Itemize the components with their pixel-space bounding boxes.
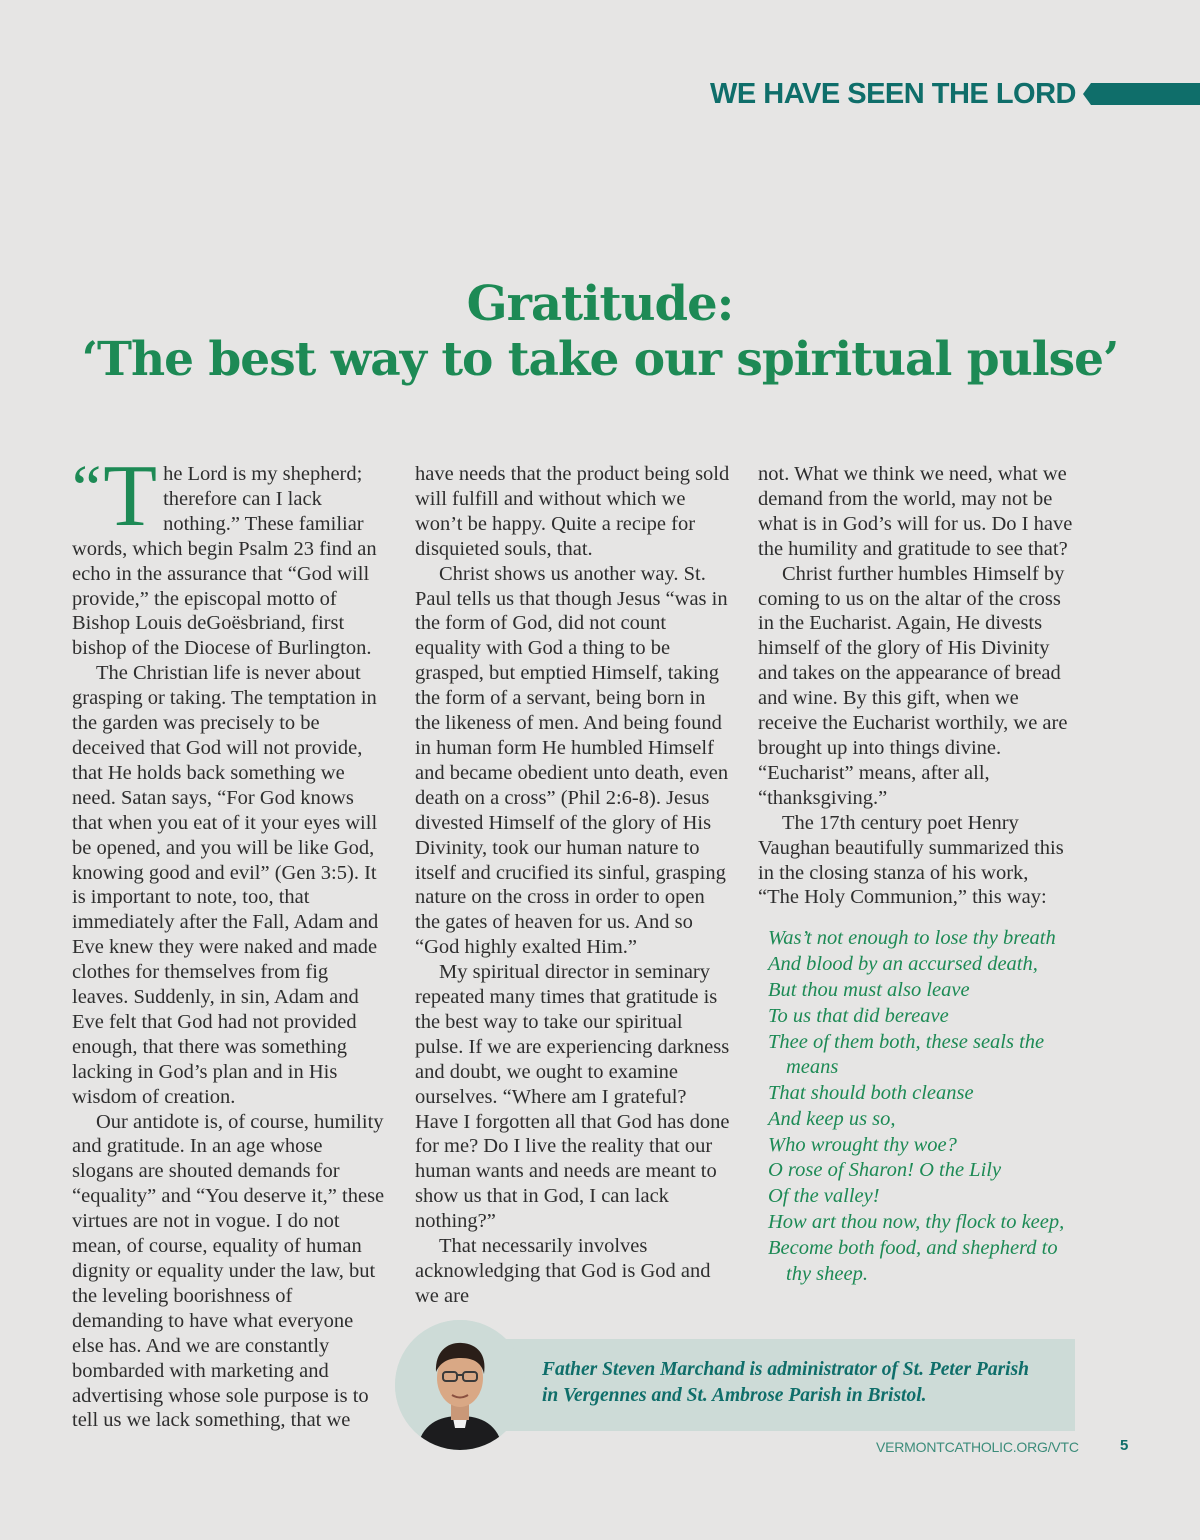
article-column-1	[72, 448, 387, 1433]
article-column-3	[758, 462, 1073, 1287]
dropcap-quote: “	[72, 452, 102, 525]
article-paragraph: Christ shows us another way. St. Paul tells us that though Jesus “was in the form of God, did not count equality with God a thing to be grasped, but emptied Himself, taking the form of a servant, being born in the likeness of men. And being found in human form He humbled Himself and became obedient unto death, even death on a cross” (Phil 2:6-8). Jesus divested Himself of the glory of His Divinity, took our human nature to itself and crucified its sinful, grasping nature on the cross in order to open the gates of heaven for us. And so “God highly exalted Him.”	[415, 562, 729, 959]
article-paragraph: have needs that the product being sold will fulfill and without which we won’t be happy. Quite a recipe for disquieted souls, that.	[415, 463, 730, 560]
poem-line: Become both food, and shepherd to	[768, 1236, 1058, 1259]
article-title-line-1: Gratitude:	[466, 276, 734, 332]
article-paragraph: Our antidote is, of course, humility and gratitude. In an age whose slogans are shouted demands for “equality” and “You deserve it,” these virtues are not in vogue. I do not mean, of course, equality of human dignity or equality under the law, but the leveling boorishness of demanding to have what everyone else has. And we are constantly bombarded with marketing and advertising whose sole purpose is to tell us we lack something, that we	[72, 1110, 385, 1432]
poem-line: Of the valley!	[768, 1185, 880, 1208]
article-paragraph: not. What we think we need, what we demand from the world, may not be what is in God’s will for us. Do I have the humility and gratitude to see that?	[758, 463, 1073, 560]
poem-line: means	[786, 1056, 839, 1079]
poem-line: And keep us so,	[768, 1107, 896, 1130]
author-photo	[395, 1320, 525, 1450]
poem-line: Was’t not enough to lose thy breath	[768, 927, 1056, 950]
poem-line: thy sheep.	[786, 1262, 868, 1285]
poem-line: To us that did bereave	[768, 1004, 949, 1027]
article-column-2	[415, 462, 733, 1309]
article-paragraph: The Christian life is never about grasping or taking. The temptation in the garden was precisely to be deceived that God will not provide, that He holds back something we need. Satan says, “For God knows that when you eat of it your eyes will be opened, and you will be like God, knowing good and evil” (Gen 3:5). It is important to note, too, that immediately after the Fall, Adam and Eve knew they were naked and made clothes for themselves from fig leaves. Suddenly, in sin, Adam and Eve felt that God had not provided enough, that there was something lacking in God’s plan and in His wisdom of creation.	[72, 662, 379, 1108]
poem-line: But thou must also leave	[768, 978, 970, 1001]
section-label: WE HAVE SEEN THE LORD	[710, 78, 1076, 110]
poem-stanza	[768, 926, 1073, 1287]
article-paragraph: The 17th century poet Henry Vaughan beautifully summarized this in the closing stanza of his work, “The Holy Communion,” this way:	[758, 811, 1064, 909]
poem-line: And blood by an accursed death,	[768, 953, 1038, 976]
page-number: 5	[1120, 1437, 1129, 1454]
poem-line: Who wrought thy woe?	[768, 1133, 957, 1156]
poem-line: How art thou now, thy flock to keep,	[768, 1211, 1065, 1234]
dropcap-letter: T	[103, 448, 158, 545]
article-paragraph: My spiritual director in seminary repeated many times that gratitude is the best way to take our spiritual pulse. If we are experiencing darkness and doubt, we ought to examine ourselves. “Where am I grateful? Have I forgotten all that God has done for me? Do I live the reality that our human wants and needs are meant to show us that in God, I can lack nothing?”	[415, 961, 730, 1233]
article-paragraph: That necessarily involves acknowledging that God is God and we are	[415, 1235, 711, 1307]
poem-line: O rose of Sharon! O the Lily	[768, 1159, 1002, 1182]
author-bio-line: Father Steven Marchand is administrator of St. Peter Parish	[542, 1359, 1030, 1380]
article-title-line-2: ‘The best way to take our spiritual pulse’	[81, 332, 1119, 387]
poem-line: That should both cleanse	[768, 1082, 974, 1105]
author-bio	[542, 1357, 1062, 1409]
paragraph-text: he Lord is my shepherd; therefore can I lack nothing.” These familiar words, which begin Psalm 23 find an echo in the assurance that “God will provide,” the episcopal motto of Bishop Louis deGoësbriand, first bishop of the Diocese of Burlington.	[72, 463, 377, 660]
poem-line: Thee of them both, these seals the	[768, 1030, 1045, 1053]
section-tab-marker	[1083, 83, 1200, 105]
footer-url: VERMONTCATHOLIC.ORG/VTC	[876, 1439, 1079, 1455]
article-paragraph: Christ further humbles Himself by coming to us on the altar of the cross in the Eucharist. Again, He divests himself of the glory of His Divinity and takes on the appearance of bread and wine. By this gift, when we receive the Eucharist worthily, we are brought up into things divine. “Eucharist” means, after all, “thanksgiving.”	[758, 562, 1068, 809]
author-bio-line: in Vergennes and St. Ambrose Parish in Bristol.	[542, 1385, 927, 1406]
article-paragraph	[72, 448, 387, 661]
author-portrait-icon	[395, 1320, 525, 1450]
